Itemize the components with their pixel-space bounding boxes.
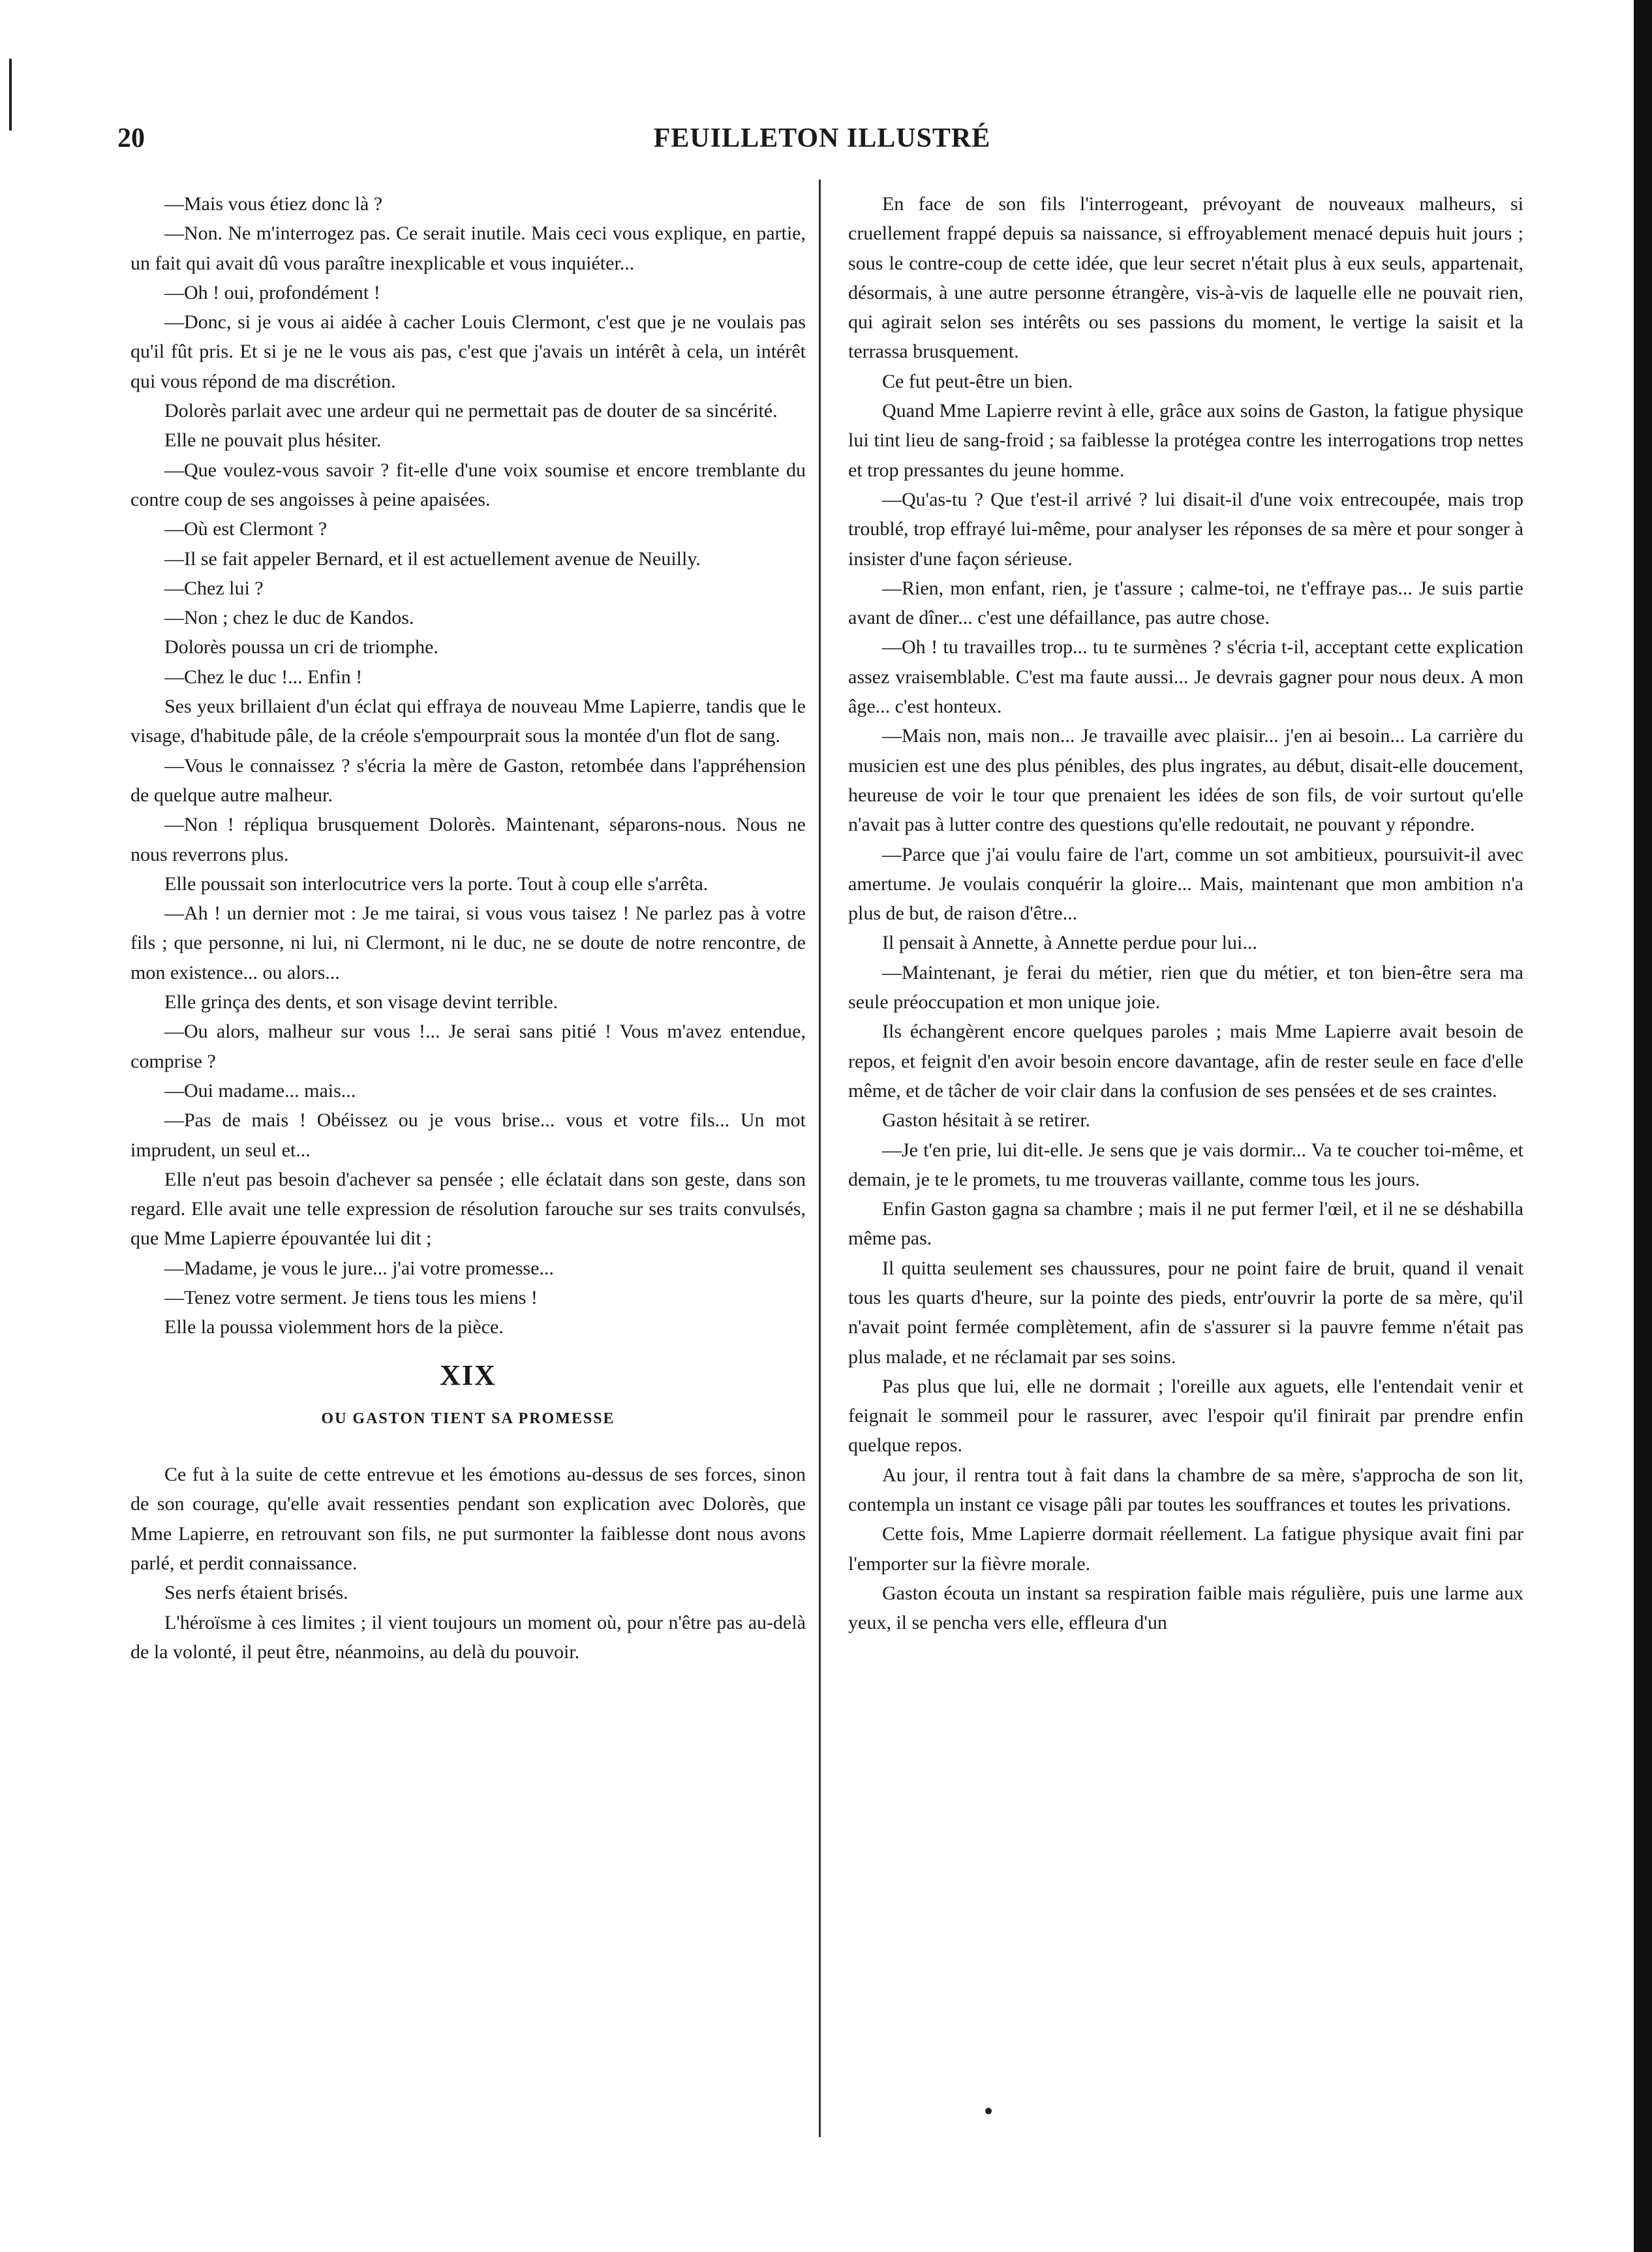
paragraph: —Chez le duc !... Enfin !	[164, 666, 363, 688]
left-column	[130, 189, 806, 1667]
paragraph: Ses yeux brillaient d'un éclat qui effraya de nouveau Mme Lapierre, tandis que le visage, d'habitude pâle, de la créole s'empourprait sous la montée d'un flot de sang.	[130, 696, 806, 747]
paragraph: —Oui madame... mais...	[164, 1079, 356, 1102]
paragraph: Dolorès parlait avec une ardeur qui ne permettait pas de douter de sa sincérité.	[164, 400, 778, 422]
column-divider	[819, 179, 821, 2137]
paragraph: —Qu'as-tu ? Que t'est-il arrivé ? lui disait-il d'une voix entrecoupée, mais trop troublé, trop effrayé lui-même, pour analyser les réponses de sa mère et pour songer à insister d'une façon sérieuse.	[848, 488, 1523, 570]
paragraph: —Maintenant, je ferai du métier, rien que du métier, et ton bien-être sera ma seule préoccupation et mon unique joie.	[848, 961, 1523, 1013]
paragraph: Ce fut peut-être un bien.	[882, 370, 1073, 392]
paragraph: —Pas de mais ! Obéissez ou je vous brise... vous et votre fils... Un mot imprudent, un seul et...	[130, 1109, 806, 1161]
paragraph: Il quitta seulement ses chaussures, pour ne point faire de bruit, quand il venait tous les quarts d'heure, sur la pointe des pieds, entr'ouvrir la porte de sa mère, qu'il n'avait point fermée complètement, afin de s'assurer si la pauvre femme n'était pas plus malade, et ne réclamait par ses soins.	[848, 1257, 1523, 1368]
paragraph: Elle n'eut pas besoin d'achever sa pensée ; elle éclatait dans son geste, dans son regard. Elle avait une telle expression de résolution farouche sur ses traits convulsés, que Mme Lapierre épouvantée lui dit ;	[130, 1168, 806, 1250]
paragraph: Pas plus que lui, elle ne dormait ; l'oreille aux aguets, elle l'entendait venir et feignait le sommeil pour le rassurer, avec l'espoir qu'il finirait par prendre enfin quelque repos.	[848, 1375, 1523, 1457]
ink-dot	[985, 2108, 992, 2114]
paragraph: —Je t'en prie, lui dit-elle. Je sens que je vais dormir... Va te coucher toi-même, et demain, je te le promets, tu me trouveras vaillante, comme tous les jours.	[848, 1139, 1523, 1190]
paragraph: —Non ! répliqua brusquement Dolorès. Maintenant, séparons-nous. Nous ne nous reverrons plus.	[130, 814, 806, 865]
paragraph: —Ah ! un dernier mot : Je me tairai, si vous vous taisez ! Ne parlez pas à votre fils ; que personne, ni lui, ni Clermont, ni le duc, ne se doute de notre rencontre, de mon existence... ou alors...	[130, 902, 806, 983]
paragraph: L'héroïsme à ces limites ; il vient toujours un moment où, pour n'être pas au-delà de la volonté, il peut être, néanmoins, au delà du pouvoir.	[130, 1611, 806, 1663]
paragraph: —Rien, mon enfant, rien, je t'assure ; calme-toi, ne t'effraye pas... Je suis partie avant de dîner... c'est une défaillance, pas autre chose.	[848, 577, 1523, 629]
paragraph: —Ou alors, malheur sur vous !... Je serai sans pitié ! Vous m'avez entendue, comprise ?	[130, 1021, 806, 1072]
paragraph: —Non ; chez le duc de Kandos.	[164, 607, 414, 629]
chapter-number: XIX	[440, 1359, 497, 1391]
paragraph: Ses nerfs étaient brisés.	[164, 1582, 348, 1604]
paragraph: Gaston hésitait à se retirer.	[882, 1109, 1091, 1132]
chapter-title: OU GASTON TIENT SA PROMESSE	[321, 1410, 615, 1427]
paragraph: —Mais non, mais non... Je travaille avec plaisir... j'en ai besoin... La carrière du musicien est une des plus pénibles, des plus ingrates, au début, disait-elle doucement, heureuse de voir le tour que prenaient les idées de son fils, de voir surtout qu'elle n'avait pas à lutter contre des questions qu'elle redoutait, ne pouvant y répondre.	[848, 725, 1523, 836]
paragraph: Ce fut à la suite de cette entrevue et les émotions au-dessus de ses forces, sinon de son courage, qu'elle avait ressenties pendant son explication avec Dolorès, que Mme Lapierre, en retrouvant son fils, ne put surmonter la faiblesse dont nous avons parlé, et perdit connaissance.	[130, 1464, 806, 1575]
paragraph: Elle ne pouvait plus hésiter.	[164, 429, 382, 452]
paragraph: —Parce que j'ai voulu faire de l'art, comme un sot ambitieux, poursuivit-il avec amertume. Je voulais conquérir la gloire... Mais, maintenant que mon ambition n'a plus de but, de raison d'être...	[848, 843, 1523, 925]
paragraph: Quand Mme Lapierre revint à elle, grâce aux soins de Gaston, la fatigue physique lui tint lieu de sang-froid ; sa faiblesse la protégea contre les interrogations trop nettes et trop pressantes du jeune homme.	[848, 400, 1523, 481]
paragraph: Dolorès poussa un cri de triomphe.	[164, 636, 438, 658]
paragraph: —Chez lui ?	[164, 577, 264, 599]
paragraph: En face de son fils l'interrogeant, prévoyant de nouveaux malheurs, si cruellement frappé depuis sa naissance, si effroyablement menacé depuis huit jours ; sous le contre-coup de cette idée, que leur secret n'était plus à eux seuls, appartenait, désormais, à une autre personne étrangère, vis-à-vis de laquelle elle ne pouvait rien, qui agirait selon ses intérêts ou ses passions du moment, le vertige la saisit et la terrassa brusquement.	[848, 193, 1523, 363]
paragraph: Elle poussait son interlocutrice vers la porte. Tout à coup elle s'arrêta.	[164, 872, 709, 895]
paragraph: —Il se fait appeler Bernard, et il est actuellement avenue de Neuilly.	[164, 548, 701, 570]
paragraph: —Donc, si je vous ai aidée à cacher Louis Clermont, c'est que je ne voulais pas qu'il fût pris. Et si je ne le vous ais pas, c'est que j'avais un intérêt à cela, un intérêt qui vous répond de ma discrétion.	[130, 311, 806, 392]
page-number: 20	[117, 123, 145, 153]
paragraph: —Vous le connaissez ? s'écria la mère de Gaston, retombée dans l'appréhension de quelque autre malheur.	[130, 754, 806, 806]
paragraph: —Que voulez-vous savoir ? fit-elle d'une voix soumise et encore tremblante du contre coup de ses angoisses à peine apaisées.	[130, 459, 806, 510]
paragraph: —Oh ! tu travailles trop... tu te surmènes ? s'écria t-il, acceptant cette explication assez vraisemblable. C'est ma faute aussi... Je devrais gagner pour nous deux. A mon âge... c'est honteux.	[848, 636, 1523, 718]
paragraph: Gaston écouta un instant sa respiration faible mais régulière, puis une larme aux yeux, il se pencha vers elle, effleura d'un	[848, 1582, 1523, 1634]
scan-right-edge	[1634, 0, 1652, 2252]
paragraph: Enfin Gaston gagna sa chambre ; mais il ne put fermer l'œil, et il ne se déshabilla même pas.	[848, 1198, 1523, 1250]
paragraph: Elle grinça des dents, et son visage devint terrible.	[164, 991, 558, 1013]
paragraph: Elle la poussa violemment hors de la pièce.	[164, 1316, 504, 1338]
paragraph: —Oh ! oui, profondément !	[164, 281, 380, 303]
paragraph: Ils échangèrent encore quelques paroles ; mais Mme Lapierre avait besoin de repos, et feignit d'en avoir besoin encore davantage, afin de rester seule en face d'elle même, et de tâcher de voir clair dans la confusion de ses pensées et de ses craintes.	[848, 1021, 1523, 1102]
paragraph: —Tenez votre serment. Je tiens tous les miens !	[164, 1286, 538, 1308]
paragraph: —Madame, je vous le jure... j'ai votre promesse...	[164, 1257, 554, 1279]
paragraph: Au jour, il rentra tout à fait dans la chambre de sa mère, s'approcha de son lit, contempla un instant ce visage pâli par toutes les souffrances et toutes les privations.	[848, 1464, 1523, 1516]
paragraph: Cette fois, Mme Lapierre dormait réellement. La fatigue physique avait fini par l'emporter sur la fièvre morale.	[848, 1523, 1523, 1575]
page-header	[117, 117, 1527, 163]
right-column	[848, 189, 1523, 1638]
paragraph: —Non. Ne m'interrogez pas. Ce serait inutile. Mais ceci vous explique, en partie, un fait qui avait dû vous paraître inexplicable et vous inquiéter...	[130, 223, 806, 274]
running-title: FEUILLETON ILLUSTRÉ	[653, 123, 991, 153]
paragraph: Il pensait à Annette, à Annette perdue pour lui...	[882, 932, 1257, 954]
paragraph: —Mais vous étiez donc là ?	[164, 193, 383, 215]
paragraph: —Où est Clermont ?	[164, 518, 328, 540]
scan-edge-mark	[9, 59, 12, 131]
